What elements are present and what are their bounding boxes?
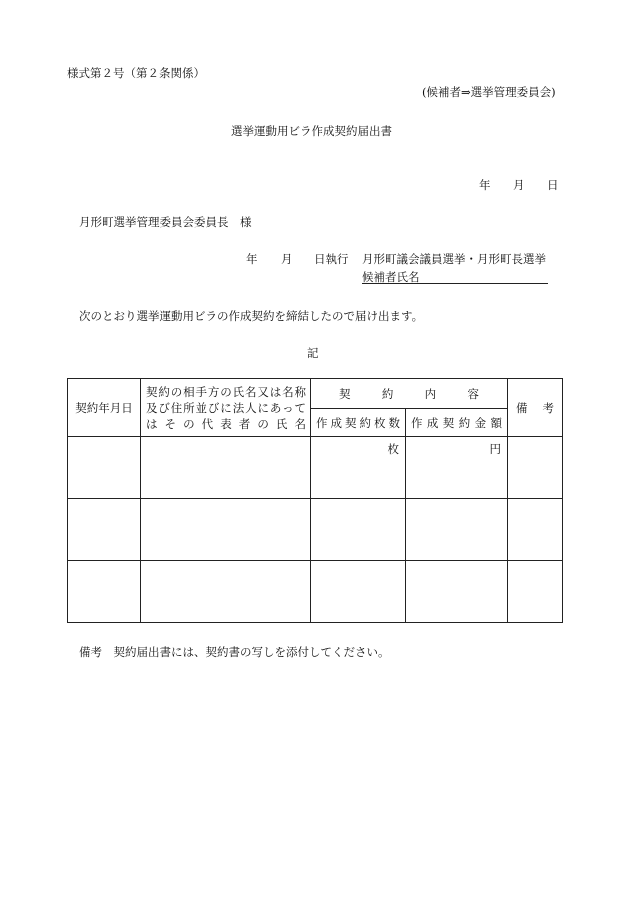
header-party-line-3: はその代表者の氏名 (146, 417, 306, 431)
document-title: 選挙運動用ビラ作成契約届出書 (231, 124, 392, 138)
header-contract-date-label: 契約年月日 (75, 400, 133, 415)
contract-table (67, 378, 563, 623)
header-contract-amount (406, 409, 508, 437)
cell-contract-date[interactable] (68, 561, 141, 623)
cell-contract-party[interactable] (141, 437, 311, 499)
cell-contract-date[interactable] (68, 437, 141, 499)
election-month-label: 月 (281, 252, 293, 266)
cell-contract-party[interactable] (141, 499, 311, 561)
ki-heading: 記 (307, 346, 319, 360)
cell-sheet-count[interactable] (311, 499, 406, 561)
cell-contract-date[interactable] (68, 499, 141, 561)
cell-contract-amount[interactable] (406, 561, 508, 623)
table-row (68, 437, 563, 499)
cell-remarks[interactable] (508, 437, 563, 499)
header-remarks (508, 379, 563, 437)
table-row (68, 561, 563, 623)
cell-contract-amount[interactable] (406, 499, 508, 561)
header-contract-details-label: 契約内容 (339, 386, 479, 401)
cell-contract-amount[interactable] (406, 437, 508, 499)
body-text: 次のとおり選挙運動用ビラの作成契約を締結したので届け出ます。 (79, 309, 424, 323)
header-sheet-count-label: 作成契約枚数 (316, 415, 400, 430)
submission-route: (候補者⇒選挙管理委員会) (422, 85, 556, 99)
header-remarks-label: 備考 (516, 400, 554, 415)
cell-remarks[interactable] (508, 561, 563, 623)
election-name: 月形町議会議員選挙・月形町長選挙 (362, 252, 546, 266)
candidate-name-label: 候補者氏名 (362, 270, 420, 284)
header-party-line-1: 契約の相手方の氏名又は名称 (146, 385, 306, 399)
date-day-label: 日 (547, 178, 559, 192)
form-number: 様式第２号（第２条関係） (67, 66, 205, 80)
election-year-label: 年 (246, 252, 258, 266)
header-contract-amount-label: 作成契約金額 (411, 415, 502, 430)
footer-note: 備考 契約届出書には、契約書の写しを添付してください。 (79, 645, 390, 659)
addressee: 月形町選挙管理委員会委員長 様 (79, 215, 252, 229)
header-contract-details (311, 379, 508, 409)
cell-sheet-count[interactable] (311, 561, 406, 623)
cell-contract-party[interactable] (141, 561, 311, 623)
date-month-label: 月 (513, 178, 525, 192)
header-contract-date (68, 379, 141, 437)
date-year-label: 年 (479, 178, 491, 192)
unit-sheets: 枚 (387, 442, 399, 456)
candidate-name-underline (362, 283, 548, 284)
cell-remarks[interactable] (508, 499, 563, 561)
table-row (68, 499, 563, 561)
header-sheet-count (311, 409, 406, 437)
header-contract-party (141, 379, 311, 437)
header-party-line-2: 及び住所並びに法人にあって (146, 401, 306, 415)
unit-yen: 円 (489, 442, 501, 456)
cell-sheet-count[interactable] (311, 437, 406, 499)
election-day-executed-label: 日執行 (314, 252, 349, 266)
